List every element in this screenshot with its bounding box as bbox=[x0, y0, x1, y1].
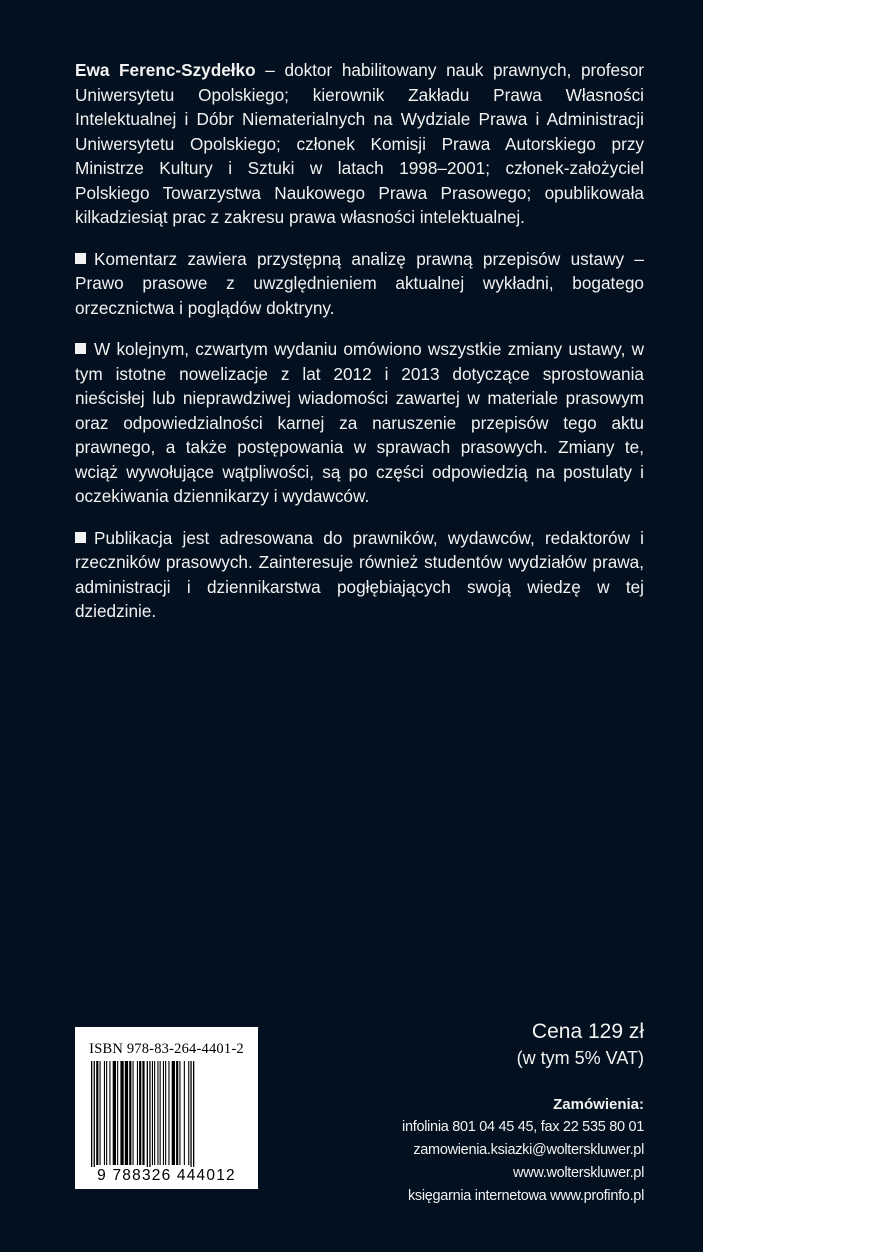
barcode-guard-bar bbox=[149, 1061, 150, 1173]
paragraph-text: Publikacja jest adresowana do prawników, wydawców, redaktorów i rzeczników prasowych. Zainteresuje również studentów wydziałów prawa, administracji i dziennikarstwa pogłębiających swoją wiedzę w tej dziedzinie. bbox=[75, 527, 644, 621]
square-bullet-icon bbox=[75, 253, 86, 264]
barcode-bar bbox=[106, 1061, 107, 1165]
barcode-bar bbox=[133, 1061, 134, 1165]
barcode-bar bbox=[117, 1061, 118, 1165]
barcode-bar bbox=[184, 1061, 185, 1165]
paragraph-text: W kolejnym, czwartym wydaniu omówiono wszystkie zmiany ustawy, w tym istotne nowelizacje z lat 2012 i 2013 dotyczące sprostowania nieścisłej lub nieprawdziwej wiadomości zawartej w materiale prasowym oraz odpowiedzialności karnej za naruszenie przepisów tego aktu prawnego, a także postępowania w sprawach prasowych. Zmiany te, wciąż wywołujące wątpliwości, są po części odpowiedzią na postulaty i oczekiwania dziennikarzy i wydawców. bbox=[75, 339, 644, 506]
orders-phone-line: infolinia 801 04 45 45, fax 22 535 80 01 bbox=[402, 1119, 644, 1135]
barcode-bar bbox=[165, 1061, 166, 1165]
barcode-bar bbox=[129, 1061, 131, 1165]
barcode-bar bbox=[104, 1061, 105, 1165]
barcode-guard-bar bbox=[91, 1061, 92, 1173]
barcode-bar bbox=[172, 1061, 175, 1165]
barcode-bars bbox=[87, 1061, 247, 1173]
orders-title: Zamówienia: bbox=[553, 1096, 644, 1113]
barcode-guard-bar bbox=[147, 1061, 148, 1173]
barcode-bar bbox=[152, 1061, 153, 1165]
author-bio-text: – doktor habilitowany nauk prawnych, profesor Uniwersytetu Opolskiego; kierownik Zakładu Prawa Własności Intelektualnej i Dóbr Niematerialnych na Wydziale Prawa i Administracji Uniwersytetu Opolskiego; członek Komisji Prawa Autorskiego przy Ministrze Kultury i Sztuki w latach 1998–2001; członek-założyciel Polskiego Towarzystwa Naukowego Prawa Prasowego; opublikowała kilkadziesiąt prac z zakresu prawa własności intelektualnej. bbox=[75, 60, 644, 227]
barcode-guard-bar bbox=[94, 1061, 95, 1173]
barcode-bar bbox=[125, 1061, 128, 1165]
barcode-bar bbox=[163, 1061, 164, 1165]
description-text bbox=[75, 58, 644, 641]
barcode-bar bbox=[176, 1061, 178, 1165]
barcode-bar bbox=[139, 1061, 141, 1165]
barcode-bar bbox=[96, 1061, 98, 1165]
price-label: Cena 129 zł bbox=[531, 1020, 644, 1043]
paragraph-text: Komentarz zawiera przystępną analizę prawną przepisów ustawy – Prawo prasowe z uwzględnieniem aktualnej wykładni, bogatego orzecznictwa i poglądów doktryny. bbox=[75, 248, 644, 318]
barcode-bar bbox=[157, 1061, 158, 1165]
barcode-bar bbox=[154, 1061, 155, 1165]
isbn-barcode bbox=[75, 1027, 258, 1189]
paragraph-3 bbox=[75, 526, 644, 624]
orders-bookstore-link[interactable]: księgarnia internetowa www.profinfo.pl bbox=[407, 1188, 644, 1204]
orders-email-link[interactable]: zamowienia.ksiazki@wolterskluwer.pl bbox=[413, 1142, 644, 1158]
vat-label: (w tym 5% VAT) bbox=[516, 1048, 644, 1068]
square-bullet-icon bbox=[75, 343, 86, 354]
barcode-bar bbox=[188, 1061, 189, 1165]
barcode-digits: 9 788326 444012 bbox=[75, 1167, 258, 1185]
isbn-label: ISBN 978-83-264-4401-2 bbox=[89, 1041, 244, 1057]
barcode-bar bbox=[109, 1061, 110, 1165]
barcode-guard-bar bbox=[193, 1061, 194, 1173]
barcode-bar bbox=[137, 1061, 138, 1165]
barcode-bar bbox=[142, 1061, 144, 1165]
barcode-bar bbox=[160, 1061, 161, 1165]
square-bullet-icon bbox=[75, 532, 86, 543]
paragraph-1 bbox=[75, 247, 644, 321]
barcode-bar bbox=[113, 1061, 116, 1165]
barcode-guard-bar bbox=[190, 1061, 191, 1173]
barcode-bar bbox=[179, 1061, 180, 1165]
barcode-bar bbox=[100, 1061, 101, 1165]
barcode-bar bbox=[120, 1061, 123, 1165]
orders-website-link[interactable]: www.wolterskluwer.pl bbox=[513, 1165, 644, 1181]
author-bio bbox=[75, 58, 644, 230]
paragraph-2 bbox=[75, 337, 644, 509]
barcode-bar bbox=[168, 1061, 169, 1165]
author-name: Ewa Ferenc-Szydełko bbox=[75, 60, 256, 80]
price-and-orders bbox=[402, 1018, 644, 1208]
